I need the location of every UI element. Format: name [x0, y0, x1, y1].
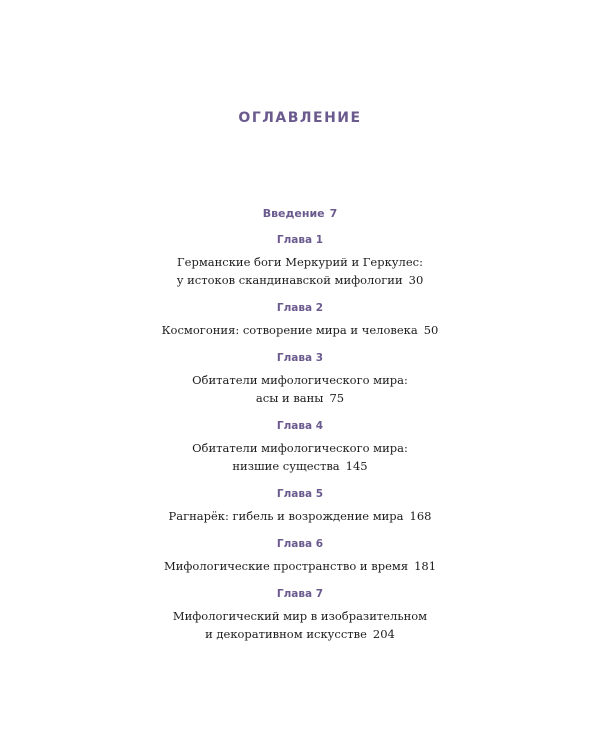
- chapter-page-number: 145: [345, 459, 368, 473]
- chapter-title: [0, 371, 600, 407]
- chapter-label: Глава 4: [276, 420, 324, 432]
- toc-entry-chapter-6: [0, 535, 600, 575]
- toc-entry-chapter-1: [0, 231, 600, 289]
- chapter-label: Глава 1: [276, 234, 324, 246]
- introduction-label: Введение: [262, 207, 325, 220]
- toc-entry-chapter-5: [0, 485, 600, 525]
- chapter-page-number: 168: [409, 509, 432, 523]
- chapter-title: [0, 557, 600, 575]
- chapter-title: [0, 253, 600, 289]
- toc-entry-chapter-7: [0, 585, 600, 643]
- toc-entry-chapter-4: [0, 417, 600, 475]
- toc-entry-introduction: [0, 205, 600, 223]
- chapter-title: [0, 607, 600, 643]
- chapter-label: Глава 3: [276, 352, 324, 364]
- chapter-title-line: Германские боги Меркурий и Геркулес:: [177, 255, 423, 269]
- chapter-title-line-last: Космогония: сотворение мира и человека 50: [161, 323, 439, 337]
- chapter-page-number: 75: [329, 391, 345, 405]
- chapter-label: Глава 2: [276, 302, 324, 314]
- chapter-title-line-last: и декоративном искусстве 204: [205, 627, 395, 641]
- chapter-title: [0, 507, 600, 525]
- chapter-title-line-last: Мифологические пространство и время 181: [163, 559, 437, 573]
- chapter-label: Глава 5: [276, 488, 324, 500]
- chapter-title-line-last: асы и ваны 75: [255, 391, 345, 405]
- table-of-contents: [0, 205, 600, 653]
- chapter-title-line: Обитатели мифологического мира:: [192, 441, 408, 455]
- chapter-title: [0, 439, 600, 475]
- chapter-title-line: Мифологический мир в изобразительном: [172, 609, 428, 623]
- toc-entry-chapter-2: [0, 299, 600, 339]
- introduction-page-number: 7: [329, 207, 338, 220]
- chapter-title-line-last: Рагнарёк: гибель и возрождение мира 168: [168, 509, 432, 523]
- chapter-label: Глава 6: [276, 538, 324, 550]
- chapter-title-line-last: низшие существа 145: [232, 459, 368, 473]
- chapter-title-line-last: у истоков скандинавской мифологии 30: [176, 273, 424, 287]
- chapter-page-number: 50: [423, 323, 439, 337]
- chapter-page-number: 181: [414, 559, 437, 573]
- toc-entry-chapter-3: [0, 349, 600, 407]
- chapter-label: Глава 7: [276, 588, 324, 600]
- chapter-page-number: 204: [372, 627, 395, 641]
- page-title: ОГЛАВЛЕНИЕ: [238, 110, 362, 126]
- chapter-title-line: Обитатели мифологического мира:: [192, 373, 408, 387]
- chapter-page-number: 30: [408, 273, 424, 287]
- chapter-title: [0, 321, 600, 339]
